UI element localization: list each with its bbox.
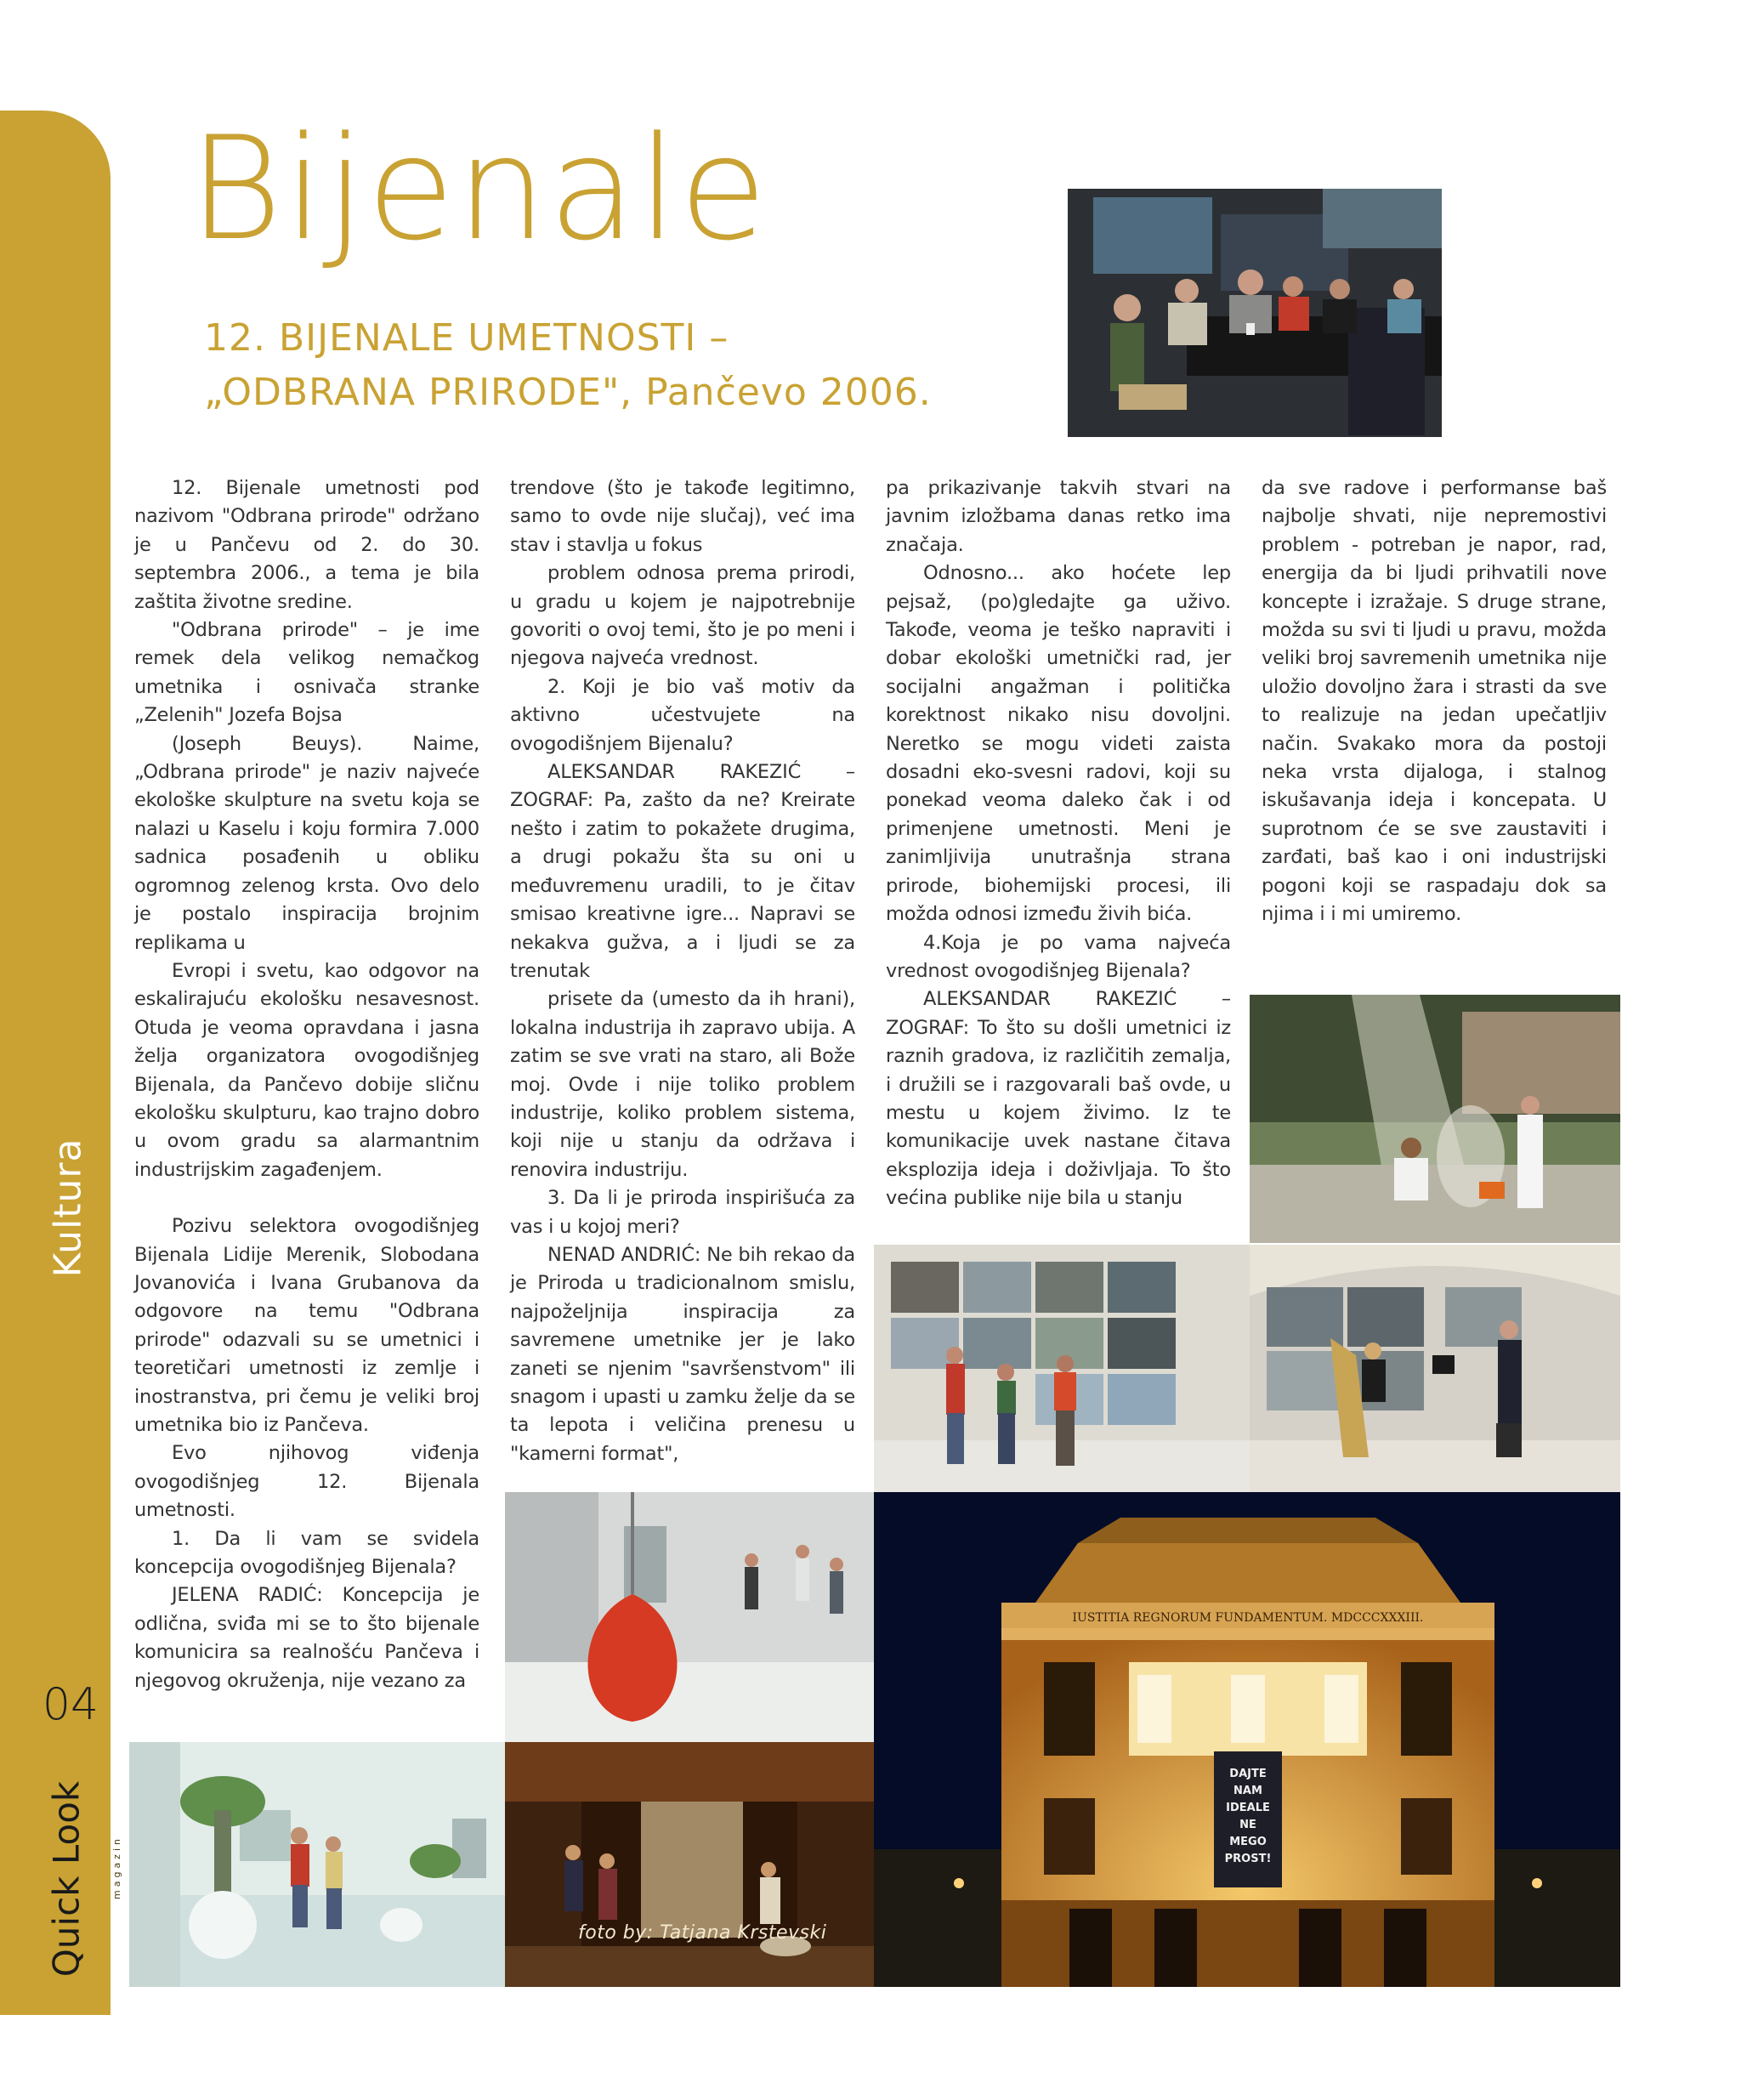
paragraph: (Joseph Beuys). Naime, „Odbrana prirode" je naziv najveće ekološke skulpture na svetu koja se nalazi u Kaselu i koju formira 7.000 sadnica posađenih u obliku ogromnog zelenog krsta. Ovo delo je postalo inspiracija brojnim replikama u	[134, 732, 479, 954]
photo-press-conference	[1068, 189, 1442, 437]
paragraph: 1. Da li vam se svidela koncepcija ovogodišnjeg Bijenala?	[134, 1527, 479, 1579]
paragraph: Pozivu selektora ovogodišnjeg Bijenala Lidije Merenik, Slobodana Jovanovića i Ivana Grubanova da odgovore na temu "Odbrana prirode" odazvali su se umetnici i teoretičari umetnosti iz zemlje i inostranstva, pri čemu je veliki broj umetnika bio iz Pančeva.	[134, 1215, 479, 1436]
paragraph: 3. Da li je priroda inspirišuća za vas i u kojoj meri?	[510, 1187, 855, 1238]
paragraph: problem odnosa prema prirodi, u gradu u kojem je najpotrebnije govoriti o ovoj temi, što je po meni i njegova najveća vrednost.	[510, 562, 855, 670]
article-column-3	[886, 474, 1231, 1213]
paragraph: ALEKSANDAR RAKEZIĆ – ZOGRAF: To što su došli umetnici iz raznih gradova, iz različitih zemalja, i družili se i razgovarali baš ovde, u mestu u kojem živimo. Iz te komunikacije uvek nastane čitava eksplozija ideja i doživljaja. To što većina publike nije bila u stanju	[886, 988, 1231, 1210]
paragraph: pa prikazivanje takvih stvari na javnim izložbama danas retko ima značaja.	[886, 477, 1231, 556]
banner-line: NE	[1239, 1819, 1256, 1831]
page-subtitle	[204, 311, 932, 420]
photo-harp-concert	[1250, 1245, 1620, 1492]
paragraph: "Odbrana prirode" – je ime remek dela velikog nemačkog umetnika i osnivača stranke „Zelenih" Jozefa Bojsa	[134, 619, 479, 727]
brand-logo	[24, 1760, 122, 1998]
banner-line: PROST!	[1224, 1853, 1272, 1865]
paragraph: prisete da (umesto da ih hrani), lokalna industrija ih zapravo ubija. A zatim se sve vrati na staro, ali Bože moj. Ovde i nije toliko problem industrije, koliko problem sistema, koji nije u stanju da održava i renovira industriju.	[510, 988, 855, 1181]
paragraph: trendove (što je takođe legitimno, samo to ovde nije slučaj), već ima stav i stavlja u fokus	[510, 477, 855, 556]
paragraph: 12. Bijenale umetnosti pod nazivom "Odbrana prirode" održano je u Pančevu od 2. do 30. septembra 2006., a tema je bila zaštita životne sredine.	[134, 477, 479, 613]
page-title: Bijenale	[189, 105, 769, 272]
photo-white-gallery	[129, 1742, 505, 1987]
paragraph: 2. Koji je bio vaš motiv da aktivno učestvujete na ovogodišnjem Bijenalu?	[510, 675, 855, 755]
building-inscription: IUSTITIA REGNORUM FUNDAMENTUM. MDCCCXXXIII.	[1072, 1611, 1424, 1625]
photo-red-sculpture	[505, 1492, 874, 1742]
paragraph: Evropi i svetu, kao odgovor na eskalirajuću ekološku nesavesnost. Otuda je veoma opravdana i jasna želja organizatora ovogodišnjeg Bijenala, da Pančevo dobije sličnu ekološku skulpturu, kao trajno dobro u ovom gradu sa alarmantnim industrijskim zagađenjem.	[134, 959, 479, 1181]
banner-line: IDEALE	[1226, 1802, 1270, 1814]
article-column-4	[1262, 474, 1607, 929]
paragraph: NENAD ANDRIĆ: Ne bih rekao da je Priroda u tradicionalnom smislu, najpoželjnija inspiracija za savremene umetnike jer je lako zaneti se njenim "savršenstvom" ili snagom i upasti u zamku želje da se ta lepota i veličina prenesu u "kamerni format",	[510, 1243, 855, 1465]
paragraph: JELENA RADIĆ: Koncepcija je odlična, sviđa mi se to što bijenale komunicira sa realnošću Pančeva i njegovog okruženja, nije vezano za	[134, 1584, 479, 1692]
photo-building-night	[874, 1492, 1620, 1987]
section-label: Kultura	[46, 1138, 90, 1277]
brand-name: Quick Look	[45, 1780, 88, 1978]
article-column-2	[510, 474, 855, 1468]
banner-line: MEGO	[1229, 1836, 1267, 1848]
banner-line: NAM	[1233, 1785, 1262, 1797]
page-number: 04	[42, 1679, 99, 1730]
paragraph: da sve radove i performanse baš najbolje shvati, nije nepremostivi problem - potreban je napor, rad, energija da bi ljudi prihvatili nove koncepte i izražaje. S druge strane, možda su svi ti ljudi u pravu, možda veliki broj savremenih umetnika nije uložio dovoljno žara i strasti da sve to realizuje na jedan upečatljiv način. Svakako mora da postoji neka vrsta dijaloga, i stalnog iskušavanja ideja i koncepata. U suprotnom će se sve zaustaviti i zarđati, baš kao i oni industrijski pogoni koji se raspadaju dok sa njima i i mi umiremo.	[1262, 477, 1607, 926]
photo-outdoor-performance	[1250, 995, 1620, 1243]
article-column-1	[134, 474, 479, 1695]
subtitle-line: 12. BIJENALE UMETNOSTI –	[204, 316, 729, 360]
photo-credit: foto by: Tatjana Krstevski	[578, 1922, 827, 1944]
subtitle-line: „ODBRANA PRIRODE", Pančevo 2006.	[204, 371, 932, 414]
paragraph: Odnosno... ako hoćete lep pejsaž, (po)gledajte ga uživo. Takođe, veoma je teško napraviti i dobar ekološki umetnički rad, jer socijalni angažman i politička korektnost nikako nisu dovoljni. Neretko se mogu videti zaista dosadni eko-svesni radovi, koji su ponekad veoma daleko čak i od primenjene umetnosti. Meni je zanimljivija unutrašnja strana prirode, biohemijski procesi, ili možda odnosi između živih bića.	[886, 562, 1231, 926]
photo-gallery-visitors	[874, 1245, 1250, 1492]
brand-subtitle: magazin	[111, 1836, 122, 1899]
banner-line: DAJTE	[1229, 1768, 1267, 1780]
paragraph: Evo njihovog viđenja ovogodišnjeg 12. Bijenala umetnosti.	[134, 1442, 479, 1522]
photo-theatre-performance	[505, 1742, 874, 1987]
paragraph: ALEKSANDAR RAKEZIĆ – ZOGRAF: Pa, zašto da ne? Kreirate nešto i zatim to pokažete drugima, a drugi pokažu šta su oni u međuvremenu uradili, to je čitav smisao kreativne igre... Napravi se nekakva gužva, a i ljudi se za trenutak	[510, 761, 855, 982]
paragraph: 4.Koja je po vama najveća vrednost ovogodišnjeg Bijenala?	[886, 931, 1231, 982]
